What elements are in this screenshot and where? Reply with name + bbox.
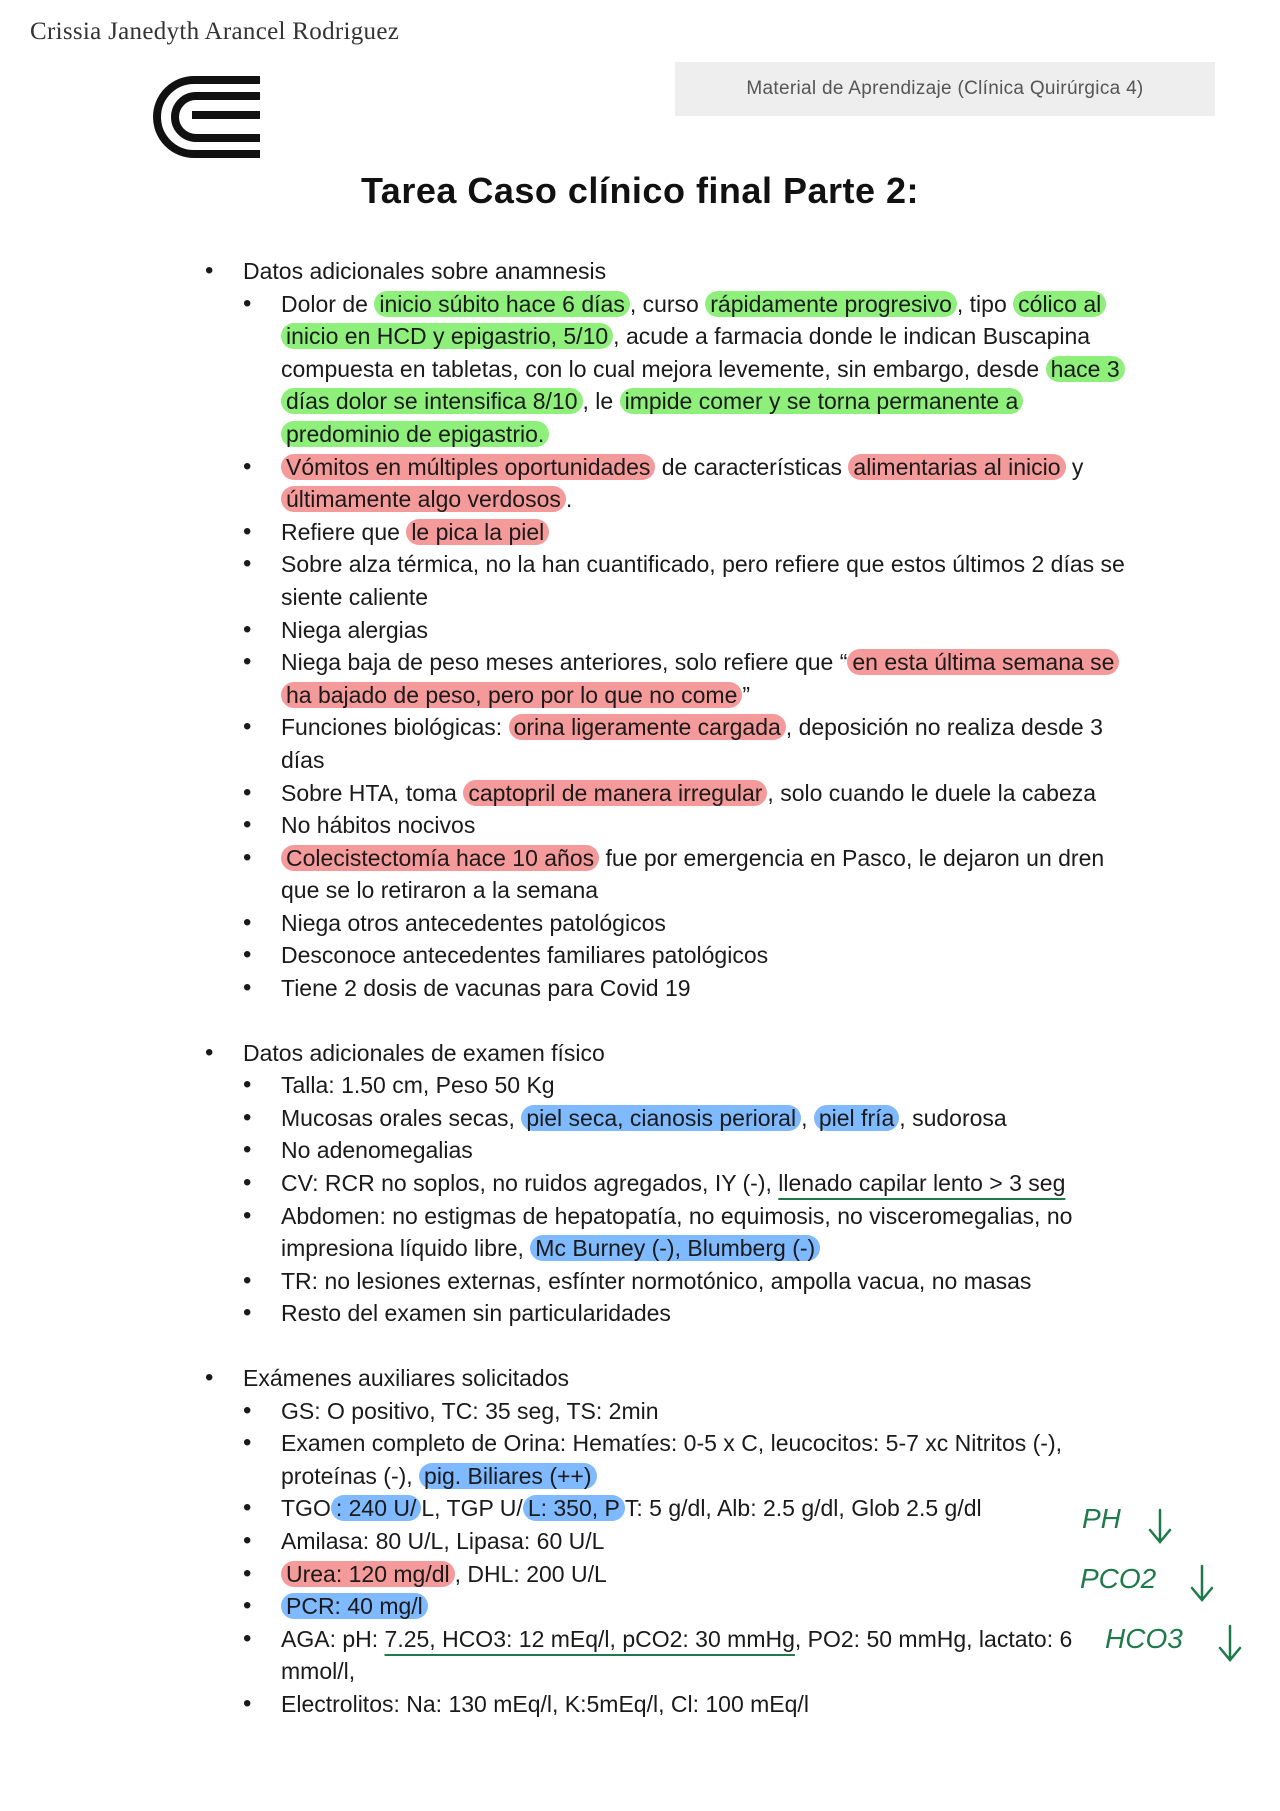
section-examen-fisico <box>205 1037 1125 1330</box>
list-item-hta: • Sobre HTA, toma captopril de manera irregular , solo cuando le duele la cabeza <box>243 777 1125 810</box>
section-anamnesis <box>205 255 1125 1005</box>
list-item-tgo: • TGO : 240 U/ L, TGP U/ L: 350, P T: 5 g/dl, Alb: 2.5 g/dl, Glob 2.5 g/dl <box>243 1492 1125 1525</box>
list-item-cv: • CV: RCR no soplos, no ruidos agregados, IY (-), llenado capilar lento > 3 seg <box>243 1167 1125 1200</box>
down-arrow-icon <box>1220 1626 1240 1660</box>
list-item-urea: • Urea: 120 mg/dl , DHL: 200 U/L <box>243 1558 1125 1591</box>
section-heading: Datos adicionales de examen físico <box>243 1039 605 1066</box>
list-item-vomitos: • Vómitos en múltiples oportunidades de características alimentarias al inicio y últimamente algo verdosos . <box>243 451 1125 516</box>
list-item-amilasa: • Amilasa: 80 U/L, Lipasa: 60 U/L <box>243 1525 1125 1558</box>
list-item-colecistectomia: • Colecistectomía hace 10 años fue por emergencia en Pasco, le dejaron un dren que se lo retiraron a la semana <box>243 842 1125 907</box>
list-item-funciones: • Funciones biológicas: orina ligeramente cargada , deposición no realiza desde 3 días <box>243 711 1125 776</box>
handwritten-notes <box>1080 1500 1280 1680</box>
list-item-resto: • Resto del examen sin particularidades <box>243 1297 1125 1330</box>
institution-logo-icon <box>152 76 264 158</box>
section-heading: Exámenes auxiliares solicitados <box>243 1365 569 1391</box>
list-item-familiares: • Desconoce antecedentes familiares patológicos <box>243 939 1125 972</box>
list-item-electrolitos: • Electrolitos: Na: 130 mEq/l, K:5mEq/l, Cl: 100 mEq/l <box>243 1688 1125 1721</box>
list-item-dolor: • Dolor de inicio súbito hace 6 días , curso rápidamente progresivo , tipo cólico al inicio en HCD y epigastrio, 5/10 , acude a farmacia donde le indican Buscapina compuesta en tabletas, con lo cual mejora levemente, sin embargo, desde hace 3 días dolor se intensifica 8/10 , le impide comer y se torna permanente a predominio de epigastrio. <box>243 288 1125 451</box>
list-item-otros: • Niega otros antecedentes patológicos <box>243 907 1125 940</box>
section-heading: Datos adicionales sobre anamnesis <box>243 258 607 284</box>
author-name: Crissia Janedyth Arancel Rodriguez <box>30 18 400 45</box>
note-pco2-label: PCO2 <box>1080 1563 1157 1594</box>
list-item-aga: • AGA: pH: 7.25, HCO3: 12 mEq/l, pCO2: 30 mmHg, PO2: 50 mmHg, lactato: 6 mmol/l, <box>243 1623 1125 1688</box>
down-arrow-icon <box>1150 1510 1170 1542</box>
list-item-mucosas: • Mucosas orales secas, piel seca, cianosis perioral , piel fría , sudorosa <box>243 1102 1125 1135</box>
list-item-abdomen: • Abdomen: no estigmas de hepatopatía, no equimosis, no visceromegalias, no impresiona líquido libre, Mc Burney (-), Blumberg (-) <box>243 1200 1125 1265</box>
note-hco3-label: HCO3 <box>1105 1623 1183 1654</box>
note-ph-label: PH <box>1082 1503 1121 1534</box>
list-item-peso: • Niega baja de peso meses anteriores, solo refiere que “ en esta última semana se ha bajado de peso, pero por lo que no come ” <box>243 646 1125 711</box>
list-item-vacunas: • Tiene 2 dosis de vacunas para Covid 19 <box>243 972 1125 1005</box>
list-item-prurito: • Refiere que le pica la piel <box>243 516 1125 549</box>
list-item-orina: • Examen completo de Orina: Hematíes: 0-5 x C, leucocitos: 5-7 xc Nitritos (-), proteínas (-), pig. Biliares (++) <box>243 1427 1125 1492</box>
document-body <box>205 255 1125 1721</box>
list-item-alergias: • Niega alergias <box>243 614 1125 647</box>
down-arrow-icon <box>1192 1566 1212 1600</box>
list-item-pcr: • PCR: 40 mg/l <box>243 1590 1125 1623</box>
page-title: Tarea Caso clínico final Parte 2: <box>360 170 920 211</box>
course-material-label: Material de Aprendizaje (Clínica Quirúrgica 4) <box>675 62 1215 116</box>
list-item-tr: • TR: no lesiones externas, esfínter normotónico, ampolla vacua, no masas <box>243 1265 1125 1298</box>
section-auxiliares <box>205 1362 1125 1721</box>
list-item-adenomegalias: • No adenomegalias <box>243 1134 1125 1167</box>
list-item-talla: • Talla: 1.50 cm, Peso 50 Kg <box>243 1069 1125 1102</box>
list-item-fiebre: • Sobre alza térmica, no la han cuantificado, pero refiere que estos últimos 2 días se siente caliente <box>243 548 1125 613</box>
list-item-habitos: • No hábitos nocivos <box>243 809 1125 842</box>
list-item-gs: • GS: O positivo, TC: 35 seg, TS: 2min <box>243 1395 1125 1428</box>
